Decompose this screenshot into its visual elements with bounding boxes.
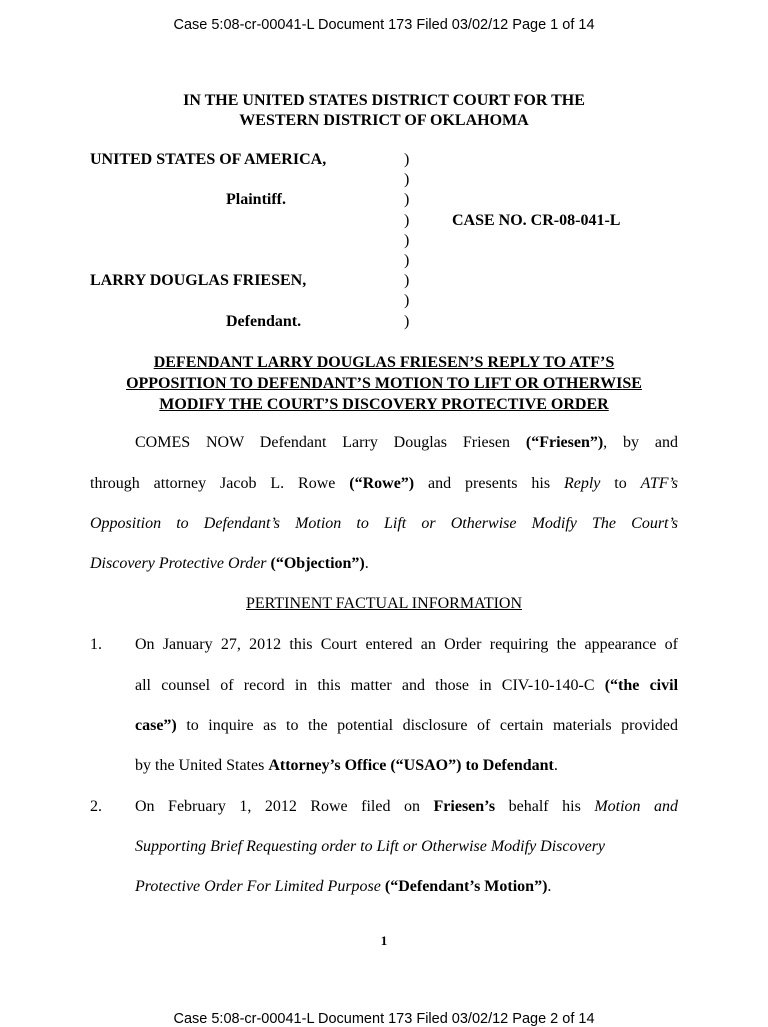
intro-line-3: Opposition to Defendant’s Motion to Lift or Otherwise Modify The Court’s	[90, 515, 678, 532]
defendant-name: LARRY DOUGLAS FRIESEN,	[90, 272, 307, 289]
caption-paren: )	[404, 313, 410, 330]
court-name-line-1: IN THE UNITED STATES DISTRICT COURT FOR THE	[183, 92, 585, 109]
intro-line-2: through attorney Jacob L. Rowe (“Rowe”) and presents his Reply to ATF’s	[90, 475, 678, 492]
case-header: Case 5:08-cr-00041-L Document 173 Filed 03/02/12 Page 1 of 14	[173, 17, 595, 33]
caption-paren: )	[404, 191, 410, 208]
item-1-line-2: all counsel of record in this matter and those in CIV-10-140-C (“the civil	[135, 677, 679, 694]
section-heading: PERTINENT FACTUAL INFORMATION	[245, 595, 523, 612]
document-title-line-3: MODIFY THE COURT’S DISCOVERY PROTECTIVE ORDER	[159, 396, 609, 413]
item-number: 2.	[90, 798, 102, 815]
intro-line-1: COMES NOW Defendant Larry Douglas Friesen (“Friesen”), by and	[135, 434, 679, 451]
defendant-role: Defendant.	[226, 313, 302, 330]
caption-paren: )	[404, 272, 410, 289]
caption-paren: )	[404, 212, 410, 229]
item-2-line-1: On February 1, 2012 Rowe filed on Friesen’s behalf his Motion and	[135, 798, 679, 815]
caption-paren: )	[404, 252, 410, 269]
page-number: 1	[380, 933, 388, 948]
item-1-line-3: case”) to inquire as to the potential disclosure of certain materials provided	[135, 717, 679, 734]
caption-paren: )	[404, 232, 410, 249]
intro-line-4: Discovery Protective Order (“Objection”).	[90, 555, 369, 572]
case-number: CASE NO. CR-08-041-L	[452, 212, 621, 229]
item-1-line-1: On January 27, 2012 this Court entered an Order requiring the appearance of	[135, 636, 678, 653]
item-number: 1.	[90, 636, 102, 653]
court-name-line-2: WESTERN DISTRICT OF OKLAHOMA	[239, 112, 529, 129]
plaintiff-role: Plaintiff.	[226, 191, 286, 208]
caption-paren: )	[404, 171, 410, 188]
item-2-line-2: Supporting Brief Requesting order to Lift or Otherwise Modify Discovery	[135, 838, 606, 855]
caption-paren: )	[404, 151, 410, 168]
caption-paren: )	[404, 292, 410, 309]
item-2-line-3: Protective Order For Limited Purpose (“Defendant’s Motion”).	[135, 878, 552, 895]
item-1-line-4: by the United States Attorney’s Office (“USAO”) to Defendant.	[135, 757, 558, 774]
plaintiff-name: UNITED STATES OF AMERICA,	[90, 151, 327, 168]
next-page-header: Case 5:08-cr-00041-L Document 173 Filed 03/02/12 Page 2 of 14	[173, 1011, 595, 1027]
document-title-line-1: DEFENDANT LARRY DOUGLAS FRIESEN’S REPLY TO ATF’S	[153, 354, 615, 371]
document-title-line-2: OPPOSITION TO DEFENDANT’S MOTION TO LIFT OR OTHERWISE	[126, 375, 642, 392]
